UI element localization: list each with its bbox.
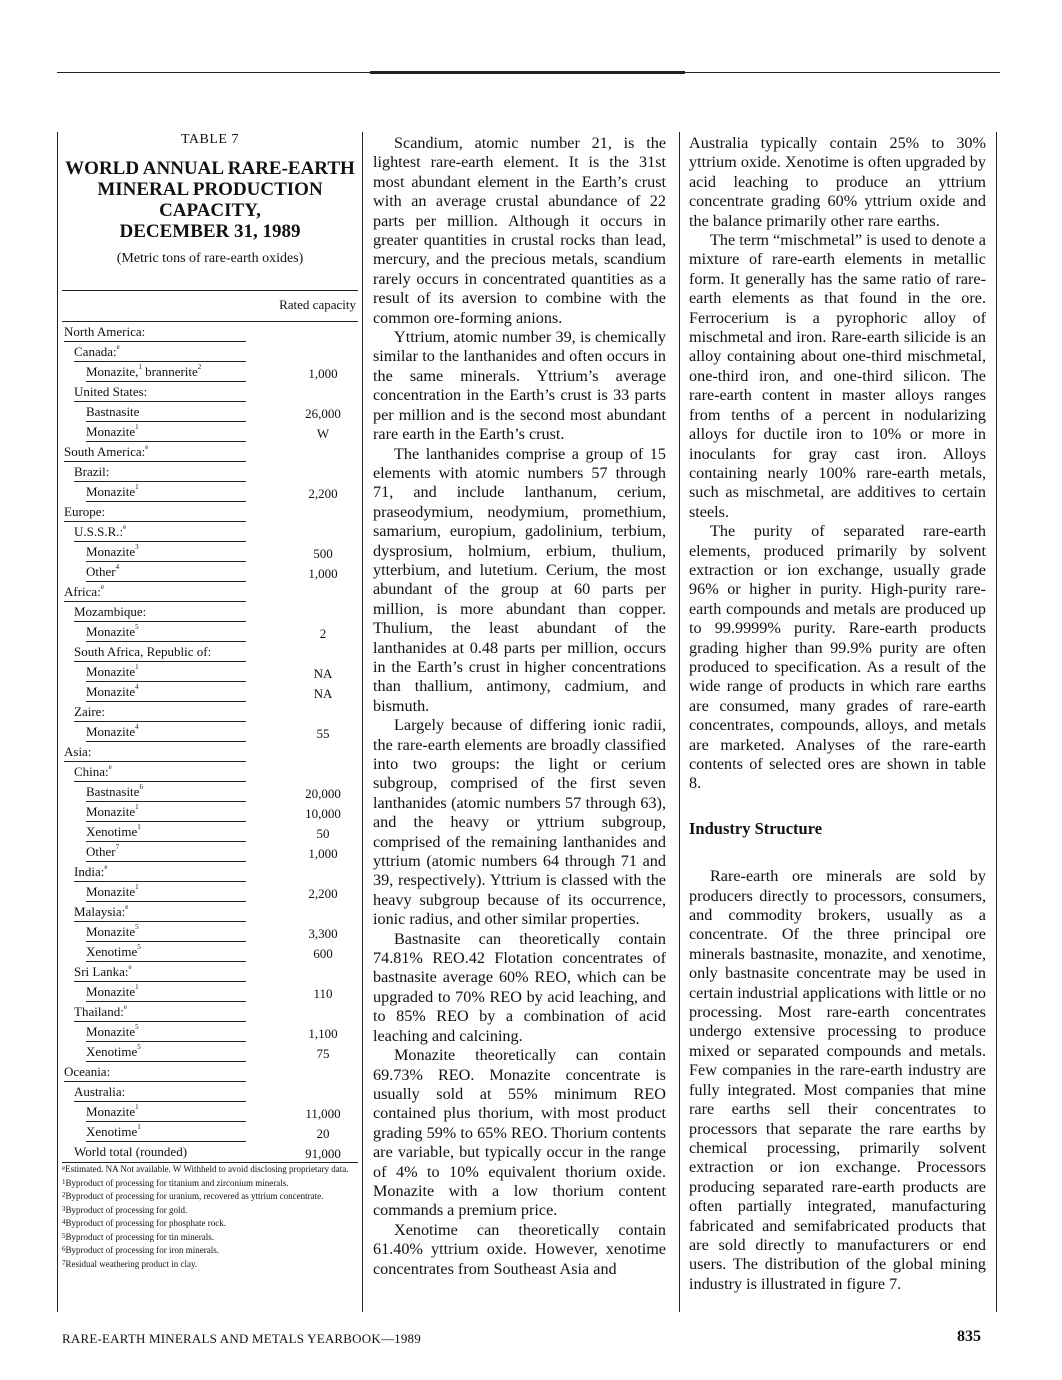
- row-value: 600: [313, 946, 333, 961]
- column-divider-left: [57, 132, 58, 1312]
- row-label: Canada:$^e$: [74, 343, 120, 359]
- column-divider-2: [679, 132, 680, 1312]
- section-heading: Industry Structure: [689, 818, 823, 838]
- row-value: 3,300: [308, 926, 338, 941]
- row-label: Malaysia:$^e$: [74, 903, 129, 919]
- paragraph: The term “mischmetal” is used to denote a mixture of rare-earth elements in metallic form. It generally has the same ratio of rare-earth elements as that found in the ore. Ferrocerium is a pyrophoric alloy of mischmetal and iron. Rare-earth silicide is an alloy containing about one-third mischmetal, one-third iron, and one-third silicon. The rare-earth content in master alloys ranges from tenths of a percent in nodularizing alloys for ductile iron to 10% or more in inoculants for gray cast iron. Alloys containing nearly 100% rare-earth metals, such as mischmetal, are additives to certain steels.: [689, 231, 986, 521]
- table-row: [62, 1102, 358, 1122]
- row-value: 20,000: [305, 786, 341, 801]
- table-footnotes: [62, 1163, 358, 1271]
- table-row: [62, 1082, 358, 1102]
- table-row: [62, 982, 358, 1002]
- row-label: Monazite$^1$: [86, 803, 139, 819]
- table-row: [62, 882, 358, 902]
- table-row: [62, 682, 358, 702]
- footnote: $^2$Byproduct of processing for uranium, recovered as yttrium concentrate.: [62, 1191, 324, 1201]
- row-label: Other$^4$: [86, 563, 120, 579]
- row-label: Monazite,$^1$ brannerite$^2$: [86, 363, 202, 379]
- paragraph: The purity of separated rare-earth elements, produced primarily by solvent extraction or ion exchange, usually grade 96% or higher in purity. High-purity rare-earth compounds and metals are produced up to 99.9999% purity. Rare-earth products grading higher than 99.9% purity are often produced to specification. As a result of the wide range of products in which rare earths are consumed, many grades of rare-earth concentrates, compounds, alloys, and metals are marketed. Analyses of the rare-earth contents of selected ores are shown in table 8.: [689, 522, 986, 793]
- row-value: 2,200: [308, 886, 338, 901]
- row-label: Africa:$^e$: [64, 583, 104, 599]
- column-divider-1: [362, 132, 363, 1312]
- top-rule-accent: [370, 71, 685, 74]
- table-row: [62, 802, 358, 822]
- table-row: [62, 1002, 358, 1022]
- row-label: U.S.S.R.:$^e$: [74, 523, 127, 539]
- row-label: Mozambique:: [74, 604, 147, 619]
- row-value: 10,000: [305, 806, 341, 821]
- row-label: Monazite$^1$: [86, 663, 139, 679]
- row-value: NA: [313, 666, 333, 681]
- paragraph: Yttrium, atomic number 39, is chemically similar to the lanthanides and often occurs in the same minerals. Yttrium’s average concentration in the Earth’s crust is 33 parts per million and is the second most abundant rare earth in the Earth’s crust.: [373, 328, 666, 444]
- table-row: [62, 462, 358, 482]
- row-value: 55: [316, 726, 330, 741]
- table-row: [62, 702, 358, 722]
- table-row: [62, 762, 358, 782]
- table-body: [62, 322, 358, 1163]
- row-label: Thailand:$^e$: [74, 1003, 127, 1019]
- row-value: 26,000: [305, 406, 341, 421]
- paragraph: Largely because of differing ionic radii, the rare-earth elements are broadly classified into two groups: the light or cerium subgroup, comprised of the first seven lanthanides (atomic numbers 57 through 63), and the heavy or yttrium subgroup, comprised of the remaining lanthanides and yttrium (atomic numbers 64 through 71 and 39, respectively). Yttrium is classed with the heavy subgroup because of its occurrence, ionic radius, and other similar properties.: [373, 716, 666, 929]
- row-label: Xenotime$^5$: [86, 1043, 141, 1059]
- table-title-line: WORLD ANNUAL RARE-EARTH: [65, 158, 355, 179]
- table-header: [62, 132, 358, 267]
- table-column-header: [62, 291, 358, 322]
- table-row: [62, 642, 358, 662]
- row-value: 2: [319, 626, 327, 641]
- row-label: Europe:: [64, 504, 106, 519]
- row-label: Monazite$^1$: [86, 983, 139, 999]
- row-label: Asia:: [64, 744, 92, 759]
- paragraph: Australia typically contain 25% to 30% yttrium oxide. Xenotime is often upgraded by acid leaching to produce an yttrium concentrate grading 60% yttrium oxide and the balance primarily other rare earths.: [689, 134, 986, 230]
- table-row: [62, 422, 358, 442]
- table-title-line: MINERAL PRODUCTION: [97, 179, 323, 200]
- row-value: NA: [313, 686, 333, 701]
- table-row: [62, 962, 358, 982]
- footnote: $^3$Byproduct of processing for gold.: [62, 1204, 188, 1215]
- table-row: [62, 822, 358, 842]
- table-row: [62, 342, 358, 362]
- footnote: $^6$Byproduct of processing for iron minerals.: [62, 1245, 219, 1255]
- row-label: South Africa, Republic of:: [74, 644, 212, 659]
- footnote: $^4$Byproduct of processing for phosphate rock.: [62, 1218, 226, 1228]
- table-row: [62, 602, 358, 622]
- table-row: [62, 442, 358, 462]
- table-row: [62, 1142, 358, 1163]
- table-row: [62, 662, 358, 682]
- table-row: [62, 842, 358, 862]
- row-value: 50: [316, 826, 330, 841]
- table-row: [62, 902, 358, 922]
- table-row: [62, 582, 358, 602]
- row-label: Sri Lanka:$^e$: [74, 963, 132, 979]
- row-label: Xenotime$^5$: [86, 943, 141, 959]
- row-value: 11,000: [305, 1106, 341, 1121]
- table-row: [62, 522, 358, 542]
- row-label: Monazite$^4$: [86, 723, 139, 739]
- row-value: W: [316, 426, 330, 441]
- text-column-3: [689, 134, 986, 1294]
- table-title-line: CAPACITY,: [159, 200, 261, 221]
- row-label: Bastnasite$^6$: [86, 783, 143, 799]
- row-value: 500: [313, 546, 333, 561]
- row-label: Monazite$^1$: [86, 423, 139, 439]
- row-label: Monazite$^1$: [86, 483, 139, 499]
- table-row: [62, 1042, 358, 1062]
- page-number: 835: [957, 1328, 981, 1345]
- production-table: [62, 290, 358, 1163]
- table-row: [62, 942, 358, 962]
- text-column-2: [373, 134, 666, 1279]
- row-label: Monazite$^1$: [86, 1103, 139, 1119]
- table-row: [62, 782, 358, 802]
- row-label: Xenotime$^1$: [86, 1123, 141, 1139]
- row-label: Monazite$^5$: [86, 923, 139, 939]
- row-value: 75: [316, 1046, 330, 1061]
- row-label: Zaire:: [74, 704, 106, 719]
- footnote: $^7$Residual weathering product in clay.: [62, 1258, 198, 1269]
- row-value: 1,100: [308, 1026, 338, 1041]
- paragraph: The lanthanides comprise a group of 15 elements with atomic numbers 57 through 71, and include lanthanum, cerium, praseodymium, neodymium, promethium, samarium, europium, gadolinium, terbium, dysprosium, holmium, erbium, thulium, ytterbium, and lutetium. Cerium, the most abundant of the group at 60 parts per million, is more abundant than copper. Thulium, the least abundant of the lanthanides at 0.48 parts per million, occurs in the Earth’s crust in higher concentrations than thallium, antimony, cadmium, and bismuth.: [373, 444, 666, 715]
- rated-capacity-header: Rated capacity: [279, 297, 356, 312]
- row-label: Other$^7$: [86, 843, 120, 859]
- footnote: $^5$Byproduct of processing for tin minerals.: [62, 1231, 214, 1242]
- row-label: South America:$^e$: [64, 443, 149, 459]
- row-label: Australia:: [74, 1084, 126, 1099]
- row-label: Brazil:: [74, 464, 110, 479]
- table-row: [62, 402, 358, 422]
- table-row: [62, 742, 358, 762]
- table-row: [62, 322, 358, 342]
- row-value: 1,000: [308, 366, 338, 381]
- table-subtitle: (Metric tons of rare-earth oxides): [116, 251, 304, 266]
- table-row: [62, 562, 358, 582]
- row-label: Bastnasite: [86, 404, 140, 419]
- row-label: Monazite$^3$: [86, 543, 139, 559]
- row-value: 91,000: [305, 1146, 341, 1161]
- table-row: [62, 542, 358, 562]
- row-value: 2,200: [308, 486, 338, 501]
- table-number: TABLE 7: [181, 132, 239, 147]
- paragraph: Rare-earth ore minerals are sold by producers directly to processors, consumers, and commodity brokers, usually as a concentrate. Of the three principal ore minerals bastnasite, monazite, and xenotime, only bastnasite concentrate may be used in certain industrial applications with little or no processing. Most rare-earth concentrates undergo extensive processing to produce mixed or separated compounds and metals. Few companies in the rare-earth industry are fully integrated. Most companies that mine rare earths sell their concentrates to processors that separate the rare earths by chemical processing, primarily solvent extraction or ion exchange. Processors producing separated rare-earth products are often partially integrated, manufacturing fabricated and semifabricated products that are sold directly to manufacturers or end users. The distribution of the global mining industry is illustrated in figure 7.: [689, 867, 986, 1293]
- table-row: [62, 482, 358, 502]
- paragraph: Bastnasite can theoretically contain 74.81% REO.42 Flotation concentrates of bastnasite average 60% REO, which can be upgraded to 70% REO by acid leaching, and to 85% REO by a combination of acid leaching and calcining.: [373, 929, 666, 1045]
- row-label: Oceania:: [64, 1064, 111, 1079]
- row-value: 20: [316, 1126, 330, 1141]
- table-row: [62, 722, 358, 742]
- paragraph: Xenotime can theoretically contain 61.40% yttrium oxide. However, xenotime concentrates from Southeast Asia and: [373, 1220, 666, 1278]
- table-title: [62, 158, 358, 242]
- row-label: India:$^e$: [74, 863, 108, 879]
- row-label: Monazite$^5$: [86, 623, 139, 639]
- table-row: [62, 1022, 358, 1042]
- row-label: World total (rounded): [74, 1144, 188, 1159]
- table-row: [62, 922, 358, 942]
- table-row: [62, 382, 358, 402]
- row-label: Monazite$^1$: [86, 883, 139, 899]
- table-row: [62, 362, 358, 382]
- running-title: RARE-EARTH MINERALS AND METALS YEARBOOK—1989: [62, 1331, 421, 1346]
- table-row: [62, 862, 358, 882]
- row-label: Xenotime$^1$: [86, 823, 141, 839]
- table-row: [62, 1122, 358, 1142]
- table-row: [62, 502, 358, 522]
- footnote: $^1$Byproduct of processing for titanium and zirconium minerals.: [62, 1177, 289, 1188]
- row-label: Monazite$^4$: [86, 683, 139, 699]
- row-label: Monazite$^5$: [86, 1023, 139, 1039]
- table-row: [62, 1062, 358, 1082]
- row-label: North America:: [64, 324, 146, 339]
- paragraph: Monazite theoretically can contain 69.73% REO. Monazite concentrate is usually sold at 55% minimum REO contained plus thorium, with most product grading 59% to 65% REO. Thorium contents are variable, but typically occur in the range of 4% to 10% equivalent thorium oxide. Monazite with a low thorium content commands a premium price.: [373, 1046, 666, 1220]
- paragraph: Scandium, atomic number 21, is the lightest rare-earth element. It is the 31st most abundant element in the Earth’s crust with an average crustal abundance of 22 parts per million. Although it occurs in greater quantities in crustal rocks than lead, mercury, and the precious metals, scandium rarely occurs in concentrated quantities as a result of its aversion to combine with the common ore-forming anions.: [373, 134, 666, 327]
- footnote: $^e$Estimated. NA Not available. W Withheld to avoid disclosing proprietary data.: [62, 1164, 349, 1174]
- row-label: United States:: [74, 384, 148, 399]
- table-row: [62, 622, 358, 642]
- column-divider-right: [996, 132, 997, 1312]
- table-title-line: DECEMBER 31, 1989: [119, 221, 301, 242]
- row-value: 110: [313, 986, 333, 1001]
- row-value: 1,000: [308, 846, 338, 861]
- row-label: China:$^e$: [74, 763, 112, 779]
- row-value: 1,000: [308, 566, 338, 581]
